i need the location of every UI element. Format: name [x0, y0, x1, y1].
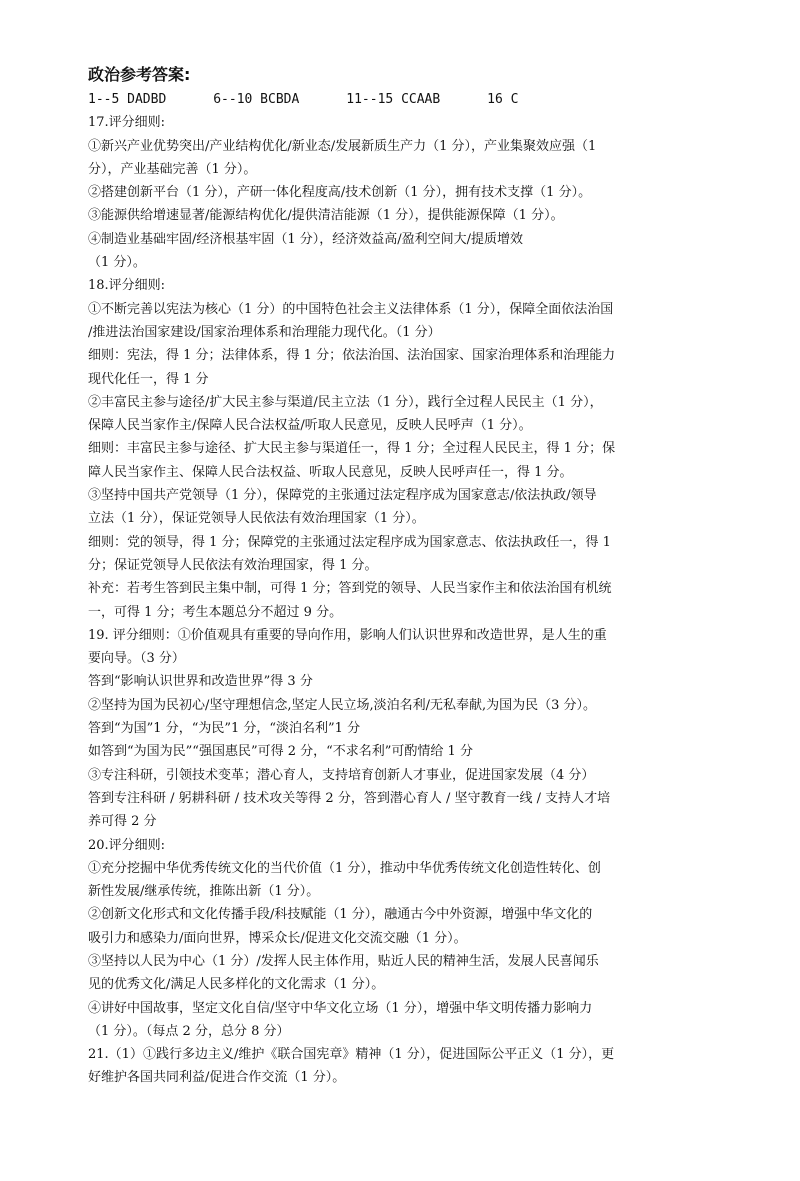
multiple-choice-answers: 1--5 DADBD 6--10 BCBDA 11--15 CCAAB 16 C [88, 92, 519, 107]
text-line: ②搭建创新平台（1 分），产研一体化程度高/技术创新（1 分），拥有技术支撑（1 分）。 [88, 185, 592, 201]
text-line: 答到“影响认识世界和改造世界”得 3 分 [88, 674, 313, 690]
text-line: 如答到“为国为民”“强国惠民”可得 2 分，“不求名利”可酌情给 1 分 [88, 744, 473, 760]
text-line: /推进法治国家建设/国家治理体系和治理能力现代化。（1 分） [88, 324, 441, 340]
text-line: ①充分挖掘中华优秀传统文化的当代价值（1 分），推动中华优秀传统文化创造性转化、创 [88, 860, 601, 876]
text-line: 18.评分细则: [88, 278, 166, 294]
text-line: ③坚持以人民为中心（1 分）/发挥人民主体作用，贴近人民的精神生活，发展人民喜闻乐 [88, 953, 599, 969]
text-line: ②丰富民主参与途径/扩大民主参与渠道/民主立法（1 分），践行全过程人民民主（1 分）， [88, 394, 603, 410]
text-line: 新性发展/继承传统，推陈出新（1 分）。 [88, 884, 320, 900]
text-line: 补充：若考生答到民主集中制，可得 1 分；答到党的领导、人民当家作主和依法治国有机统 [88, 581, 612, 597]
text-line: 保障人民当家作主/保障人民合法权益/听取人民意见，反映人民呼声（1 分）。 [88, 418, 532, 434]
text-line: ①新兴产业优势突出/产业结构优化/新业态/发展新质生产力（1 分），产业集聚效应强（1 [88, 138, 597, 154]
text-line: 立法（1 分），保证党领导人民依法有效治理国家（1 分）。 [88, 511, 425, 527]
text-line: 细则：宪法，得 1 分；法律体系，得 1 分；依法治国、法治国家、国家治理体系和治理能力 [88, 348, 616, 364]
text-line: 分；保证党领导人民依法有效治理国家，得 1 分。 [88, 557, 378, 573]
text-line: ②坚持为国为民初心/坚守理想信念,坚定人民立场,淡泊名利/无私奉献,为国为民（3 分）。 [88, 697, 597, 713]
text-line: 19. 评分细则：①价值观具有重要的导向作用，影响人们认识世界和改造世界，是人生的重 [88, 627, 607, 643]
text-line: 吸引力和感染力/面向世界，博采众长/促进文化交流交融（1 分）。 [88, 930, 467, 946]
scoring-details [88, 111, 722, 1089]
text-line: （1 分）。 [88, 255, 146, 271]
text-line: 障人民当家作主、保障人民合法权益、听取人民意见，反映人民呼声任一，得 1 分。 [88, 464, 573, 480]
text-line: ③专注科研，引领技术变革；潜心育人，支持培育创新人才事业，促进国家发展（4 分） [88, 767, 595, 783]
text-line: 要向导。（3 分） [88, 651, 185, 667]
document-title: 政治参考答案: [88, 65, 191, 84]
text-line: 一，可得 1 分；考生本题总分不超过 9 分。 [88, 604, 343, 620]
text-line: ④讲好中国故事，坚定文化自信/坚守中华文化立场（1 分），增强中华文明传播力影响力 [88, 1000, 593, 1016]
text-line: 好维护各国共同利益/促进合作交流（1 分）。 [88, 1070, 346, 1086]
text-line: 20.评分细则: [88, 837, 166, 853]
text-line: 答到“为国”1 分，“为民”1 分，“淡泊名利”1 分 [88, 721, 361, 737]
text-line: 细则：丰富民主参与途径、扩大民主参与渠道任一，得 1 分；全过程人民民主，得 1 分；保 [88, 441, 616, 457]
text-line: 17.评分细则: [88, 115, 166, 131]
text-line: 答到专注科研 / 躬耕科研 / 技术攻关等得 2 分，答到潜心育人 / 坚守教育一线 / 支持人才培 [88, 790, 611, 806]
text-line: 细则：党的领导，得 1 分；保障党的主张通过法定程序成为国家意志、依法执政任一，得 1 [88, 534, 611, 550]
text-line: 21.（1）①践行多边主义/维护《联合国宪章》精神（1 分），促进国际公平正义（1 分），更 [88, 1047, 615, 1063]
text-line: ③坚持中国共产党领导（1 分），保障党的主张通过法定程序成为国家意志/依法执政/领导 [88, 488, 597, 504]
text-line: ③能源供给增速显著/能源结构优化/提供清洁能源（1 分），提供能源保障（1 分）。 [88, 208, 564, 224]
text-line: 分），产业基础完善（1 分）。 [88, 161, 257, 177]
text-line: （1 分）。（每点 2 分，总分 8 分） [88, 1023, 290, 1039]
text-line: 见的优秀文化/满足人民多样化的文化需求（1 分）。 [88, 977, 385, 993]
text-line: ②创新文化形式和文化传播手段/科技赋能（1 分），融通古今中外资源，增强中华文化的 [88, 907, 593, 923]
text-line: ①不断完善以宪法为核心（1 分）的中国特色社会主义法律体系（1 分），保障全面依法治国 [88, 301, 614, 317]
text-line: 养可得 2 分 [88, 814, 157, 830]
text-line: ④制造业基础牢固/经济根基牢固（1 分），经济效益高/盈利空间大/提质增效 [88, 231, 524, 247]
text-line: 现代化任一，得 1 分 [88, 371, 209, 387]
